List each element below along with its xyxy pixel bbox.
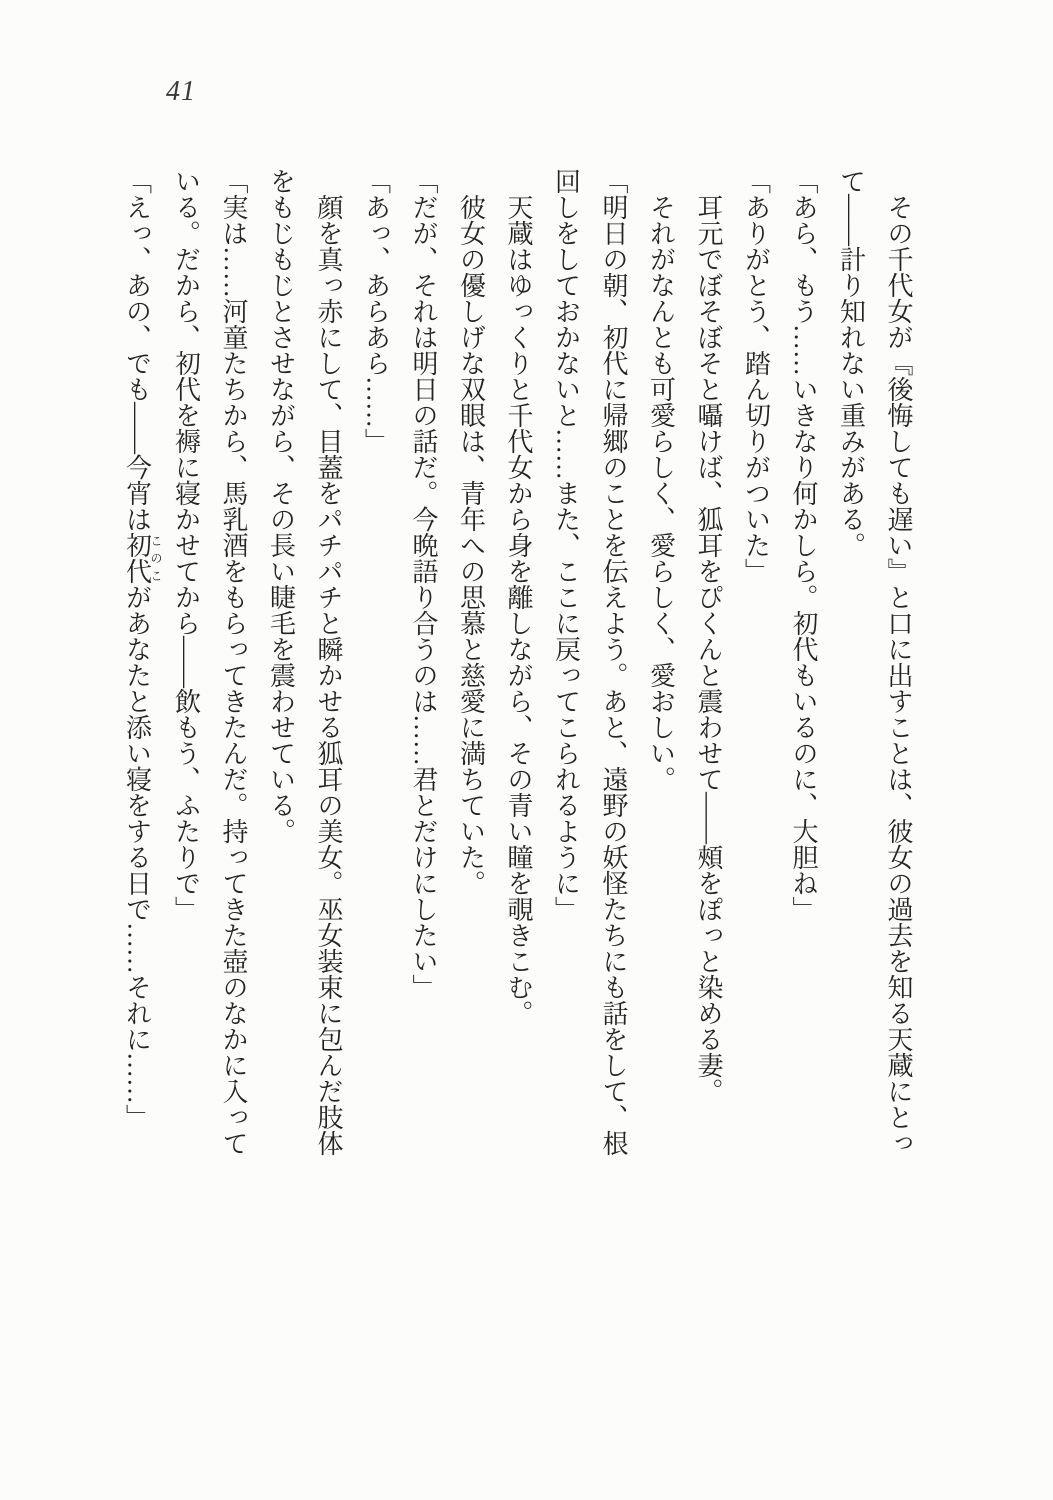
text-line: をもじもじとさせながら、その長い睫毛を震わせている。 [266, 168, 296, 844]
ruby-annotation [122, 532, 163, 584]
text-line: 「あら、もう……いきなり何かしら。初代もいるのに、大胆ね」 [789, 168, 818, 922]
text-line: 「だが、それは明日の話だ。今晩語り合うのは……君とだけにしたい」 [409, 168, 438, 1000]
text-line: て――計り知れない重みがある。 [836, 168, 866, 558]
page-number: 41 [166, 76, 196, 107]
text-line: 耳元でぼそぼそと囁けば、狐耳をぴくんと震わせて――頰をぽっと染める妻。 [694, 194, 723, 1104]
text-line: 天蔵はゆっくりと千代女から身を離しながら、その青い瞳を覗きこむ。 [504, 194, 533, 1026]
text-segment: 「えっ、あの、でも――今宵は [122, 168, 152, 532]
text-segment: があなたと添い寝をする日で……それに……」 [122, 584, 152, 1130]
text-line: 「ありがとう、踏ん切りがついた」 [741, 168, 771, 584]
text-line: 「明日の朝、初代に帰郷のことを伝えよう。あと、遠野の妖怪たちにも話をして、根 [599, 168, 628, 1156]
text-line: 回しをしておかないと……また、ここに戻ってこられるように」 [551, 168, 581, 922]
text-line: それがなんとも可愛らしく、愛らしく、愛おしい。 [646, 194, 676, 792]
ruby-text: このこ [149, 532, 163, 584]
text-line-with-ruby [113, 168, 162, 1183]
text-line: 「あっ、あらあら……」 [361, 168, 391, 454]
ruby-base: 初代 [122, 532, 152, 584]
text-line: 顔を真っ赤にして、目蓋をパチパチと瞬かせる狐耳の美女。巫女装束に包んだ肢体 [314, 194, 343, 1156]
page-text [113, 168, 922, 1183]
text-line: いる。だから、初代を褥に寝かせてから――飲もう、ふたりで」 [171, 168, 201, 922]
text-line: 彼女の優しげな双眼は、青年への思慕と慈愛に満ちていた。 [456, 194, 486, 896]
text-line: 「実は……河童たちから、馬乳酒をもらってきたんだ。持ってきた壺のなかに入って [219, 168, 248, 1156]
text-line: その千代女が『後悔しても遅い』と口に出すことは、彼女の過去を知る天蔵にとっ [884, 194, 913, 1156]
